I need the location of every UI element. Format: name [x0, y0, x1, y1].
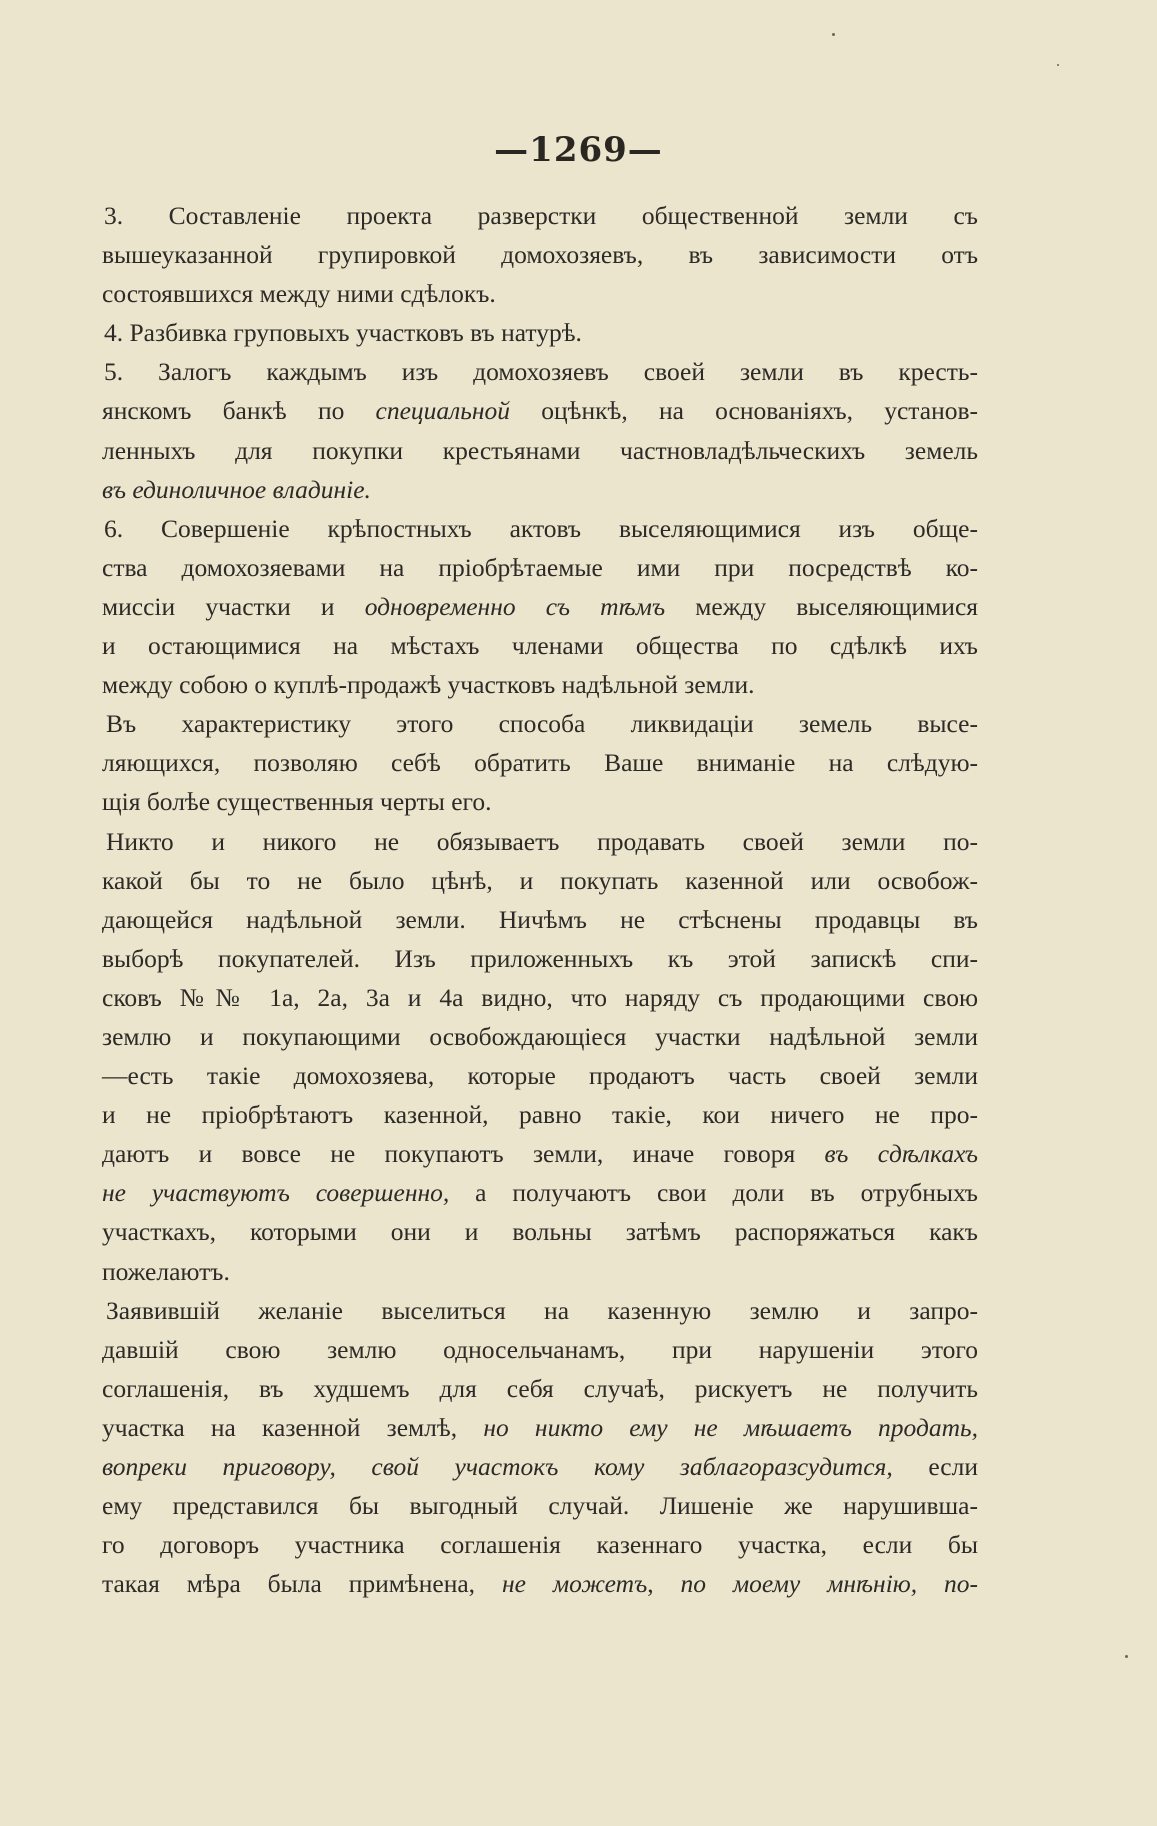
text-run: оцѣнкѣ, на основаніяхъ, установ- — [510, 396, 979, 426]
text-run: между собою о куплѣ-продажѣ участковъ надѣльной земли. — [102, 670, 755, 700]
text-line — [102, 1134, 978, 1173]
text-run: пожелаютъ. — [102, 1256, 230, 1286]
italic-text: по моему мнѣнію, по- — [680, 1569, 979, 1599]
text-line — [102, 782, 978, 821]
text-line — [102, 704, 978, 743]
text-run: ленныхъ для покупки крестьянами частновладѣльческихъ земель — [102, 435, 978, 465]
text-line — [102, 626, 978, 665]
text-line — [102, 352, 978, 391]
text-run: если — [892, 1452, 978, 1481]
text-line — [102, 548, 978, 587]
text-run: соглашенія, въ худшемъ для себя случаѣ, рискуетъ не получить — [102, 1373, 978, 1403]
text-line — [102, 861, 978, 900]
italic-text: вопреки приговору, свой участокъ кому заблагоразсудится, — [102, 1452, 893, 1481]
text-line — [102, 1564, 978, 1603]
text-line — [102, 1095, 978, 1134]
text-line — [102, 1017, 978, 1056]
text-line — [102, 1252, 978, 1291]
text-line — [102, 391, 978, 430]
italic-text: специальной — [375, 396, 511, 426]
text-line — [102, 196, 978, 235]
text-run: между выселяющимися — [665, 591, 979, 621]
text-line — [102, 900, 978, 939]
text-run: Въ характеристику этого способа ликвидаціи земель высе- — [106, 709, 978, 739]
text-line — [102, 1330, 978, 1369]
text-line — [102, 235, 978, 274]
italic-text: но никто ему не мѣшаетъ продать, — [483, 1412, 979, 1442]
text-run: давшій свою землю односельчанамъ, при нарушеніи этого — [102, 1334, 978, 1364]
text-line — [102, 665, 978, 704]
text-line — [102, 743, 978, 782]
italic-text: не участвуютъ совершенно, — [102, 1178, 450, 1208]
text-line — [102, 274, 978, 313]
text-run: —есть такіе домохозяева, которые продаютъ часть своей земли — [102, 1061, 978, 1091]
text-line — [102, 1408, 978, 1447]
scan-speck — [1057, 64, 1059, 66]
italic-text: одновременно съ тѣмъ — [364, 591, 666, 621]
text-run: Никто и никого не обязываетъ продавать своей земли по- — [106, 826, 978, 856]
text-line — [102, 1525, 978, 1564]
italic-text: въ сдѣлкахъ — [824, 1139, 979, 1169]
text-line — [102, 978, 978, 1017]
text-run: участка на казенной землѣ, — [102, 1412, 484, 1442]
text-run: и остающимися на мѣстахъ членами общества по сдѣлкѣ ихъ — [102, 631, 978, 661]
text-run: 6. Совершеніе крѣпостныхъ актовъ выселяющимися изъ обще- — [104, 513, 978, 543]
text-run: какой бы то не было цѣнѣ, и покупать казенной или освобож- — [102, 865, 978, 895]
text-line — [102, 1447, 978, 1486]
text-run: Заявившій желаніе выселиться на казенную землю и запро- — [106, 1295, 978, 1325]
text-run: такая мѣра была примѣнена, — [102, 1569, 502, 1599]
text-run: , — [647, 1569, 681, 1599]
page-number: —1269— — [494, 130, 663, 170]
text-line — [102, 509, 978, 548]
body-text — [102, 196, 978, 1603]
text-run: миссіи участки и — [102, 591, 365, 621]
text-line — [102, 1212, 978, 1251]
text-line — [102, 313, 978, 352]
text-run: янскомъ банкѣ по — [102, 396, 376, 426]
text-run: вышеуказанной групировкой домохозяевъ, въ зависимости отъ — [102, 240, 978, 270]
text-run: 3. Составленіе проекта разверстки общественной земли съ — [104, 201, 978, 230]
text-run: даютъ и вовсе не покупаютъ земли, иначе говоря — [102, 1139, 825, 1169]
scan-speck — [1125, 1655, 1128, 1658]
text-line — [102, 1369, 978, 1408]
text-line — [102, 939, 978, 978]
text-run: землю и покупающими освобождающіеся участки надѣльной земли — [102, 1021, 978, 1051]
text-line — [102, 1486, 978, 1525]
text-run: ему представился бы выгодный случай. Лишеніе же нарушивша- — [102, 1491, 978, 1521]
text-run: участкахъ, которыми они и вольны затѣмъ распоряжаться какъ — [102, 1217, 978, 1247]
text-run: и не пріобрѣтаютъ казенной, равно такіе, кои ничего не про- — [102, 1100, 978, 1130]
text-line — [102, 587, 978, 626]
text-run: дающейся надѣльной земли. Ничѣмъ не стѣснены продавцы въ — [102, 904, 978, 934]
text-run: го договоръ участника соглашенія казеннаго участка, если бы — [102, 1530, 978, 1560]
italic-text: въ единоличное владиніе. — [102, 474, 371, 504]
scan-speck — [832, 33, 835, 36]
text-run: щія болѣе существенныя черты его. — [102, 787, 492, 817]
text-run: ляющихся, позволяю себѣ обратить Ваше вниманіе на слѣдую- — [102, 748, 978, 778]
text-run: 5. Залогъ каждымъ изъ домохозяевъ своей земли въ кресть- — [104, 357, 978, 387]
text-line — [102, 1291, 978, 1330]
text-run: состоявшихся между ними сдѣлокъ. — [102, 279, 496, 309]
text-line — [102, 431, 978, 470]
text-run: выборѣ покупателей. Изъ приложенныхъ къ этой запискѣ спи- — [102, 943, 978, 973]
text-line — [102, 470, 978, 509]
italic-text: не можетъ — [501, 1569, 648, 1599]
text-run: ства домохозяевами на пріобрѣтаемые ими при посредствѣ ко- — [102, 552, 978, 582]
text-line — [102, 822, 978, 861]
text-line — [102, 1173, 978, 1212]
text-run: 4. Разбивка груповыхъ участковъ въ натурѣ. — [104, 318, 582, 348]
text-line — [102, 1056, 978, 1095]
text-run: сковъ №№ 1а, 2а, 3а и 4а видно, что наряду съ продающими свою — [102, 982, 978, 1012]
text-run: а получаютъ свои доли въ отрубныхъ — [449, 1178, 978, 1208]
